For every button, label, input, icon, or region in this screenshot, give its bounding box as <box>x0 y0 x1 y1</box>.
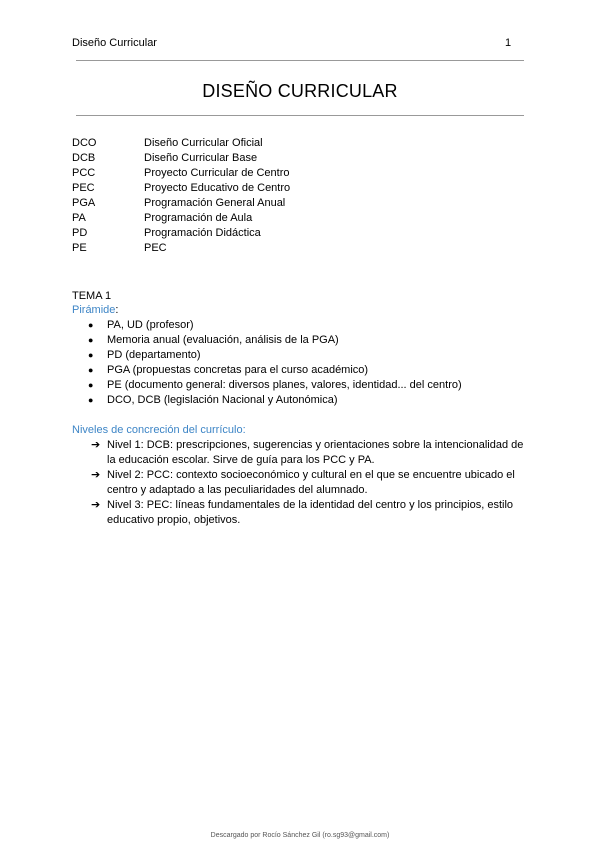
list-item <box>91 468 531 498</box>
abbreviation-code: PA <box>72 212 86 224</box>
list-item <box>88 348 462 363</box>
download-footer: Descargado por Rocío Sánchez Gil (ro.sg93@gmail.com) <box>210 832 390 839</box>
abbreviation-meaning: Programación General Anual <box>144 197 286 209</box>
abbreviation-meaning: Proyecto Educativo de Centro <box>144 182 291 194</box>
header-divider <box>76 60 524 61</box>
abbreviation-code: PEC <box>72 182 95 194</box>
abbreviation-row <box>72 211 290 226</box>
list-item <box>91 438 531 468</box>
abbreviation-code: PCC <box>72 167 96 179</box>
list-item <box>91 498 531 528</box>
list-item <box>88 378 462 393</box>
list-item-text: PGA (propuestas concretas para el curso académico) <box>107 364 369 376</box>
list-item-text: PD (departamento) <box>107 349 201 361</box>
list-item-text: DCO, DCB (legislación Nacional y Autonómica) <box>107 394 338 406</box>
abbreviation-code: DCB <box>72 152 96 164</box>
abbreviation-row <box>72 151 290 166</box>
abbreviation-code: PGA <box>72 197 96 209</box>
section-heading-tema: TEMA 1 <box>72 290 112 302</box>
abbreviation-meaning: Proyecto Curricular de Centro <box>144 167 290 179</box>
niveles-heading: Niveles de concreción del currículo: <box>72 424 246 436</box>
bullet-icon: ● <box>88 320 94 330</box>
abbreviation-code: PE <box>72 242 87 254</box>
arrow-right-icon: ➔ <box>91 499 101 511</box>
bullet-icon: ● <box>88 380 94 390</box>
list-item-text: PA, UD (profesor) <box>107 319 194 331</box>
abbreviation-meaning: PEC <box>144 242 167 254</box>
abbreviation-list <box>72 136 290 256</box>
list-item <box>88 333 462 348</box>
list-item <box>88 318 462 333</box>
arrow-right-icon: ➔ <box>91 439 101 451</box>
abbreviation-code: PD <box>72 227 88 239</box>
list-item <box>88 363 462 378</box>
niveles-list <box>91 438 531 528</box>
abbreviation-row <box>72 196 290 211</box>
bullet-icon: ● <box>88 350 94 360</box>
abbreviation-meaning: Diseño Curricular Oficial <box>144 137 263 149</box>
document-title: DISEÑO CURRICULAR <box>202 81 398 101</box>
list-item <box>88 393 462 408</box>
abbreviation-row <box>72 226 290 241</box>
bullet-icon: ● <box>88 365 94 375</box>
abbreviation-meaning: Diseño Curricular Base <box>144 152 258 164</box>
arrow-right-icon: ➔ <box>91 469 101 481</box>
page-number: 1 <box>505 37 512 49</box>
bullet-icon: ● <box>88 395 94 405</box>
abbreviation-row <box>72 136 290 151</box>
abbreviation-row <box>72 166 290 181</box>
abbreviation-code: DCO <box>72 137 97 149</box>
running-header-title: Diseño Curricular <box>72 37 157 49</box>
abbreviation-meaning: Programación de Aula <box>144 212 253 224</box>
list-item-text: Nivel 3: PEC: líneas fundamentales de la identidad del centro y los principios, estilo educativo propio, objetivos. <box>107 499 514 526</box>
list-item-text: Nivel 2: PCC: contexto socioeconómico y cultural en el que se encuentre ubicado el centro y adaptado a las peculiaridades del alumnado. <box>107 469 515 496</box>
abbreviation-row <box>72 181 290 196</box>
piramide-heading <box>72 303 118 318</box>
title-divider <box>76 115 524 116</box>
list-item-text: Nivel 1: DCB: prescripciones, sugerencias y orientaciones sobre la intencionalidad de la educación escolar. Sirve de guía para los PCC y PA. <box>107 439 524 466</box>
piramide-list <box>88 318 462 408</box>
piramide-colon: : <box>115 304 119 316</box>
list-item-text: PE (documento general: diversos planes, valores, identidad... del centro) <box>107 379 462 391</box>
abbreviation-row <box>72 241 290 256</box>
piramide-label: Pirámide <box>72 304 116 316</box>
bullet-icon: ● <box>88 335 94 345</box>
list-item-text: Memoria anual (evaluación, análisis de la PGA) <box>107 334 339 346</box>
abbreviation-meaning: Programación Didáctica <box>144 227 261 239</box>
